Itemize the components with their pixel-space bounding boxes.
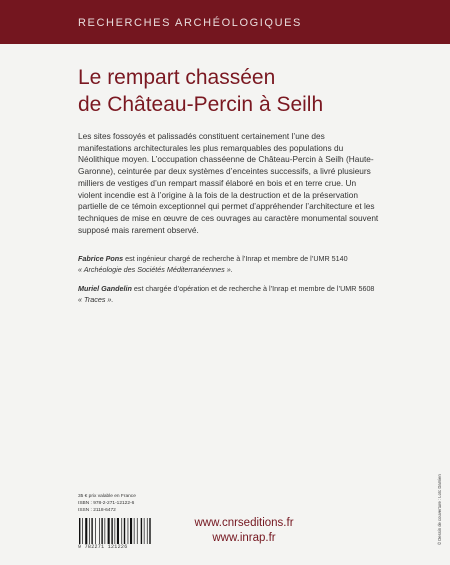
barcode-block <box>78 493 170 551</box>
barcode-bar <box>117 518 119 544</box>
web-links <box>178 516 310 546</box>
barcode-bar <box>111 518 112 544</box>
barcode-bar <box>95 518 96 544</box>
author-name: Fabrice Pons <box>78 254 124 263</box>
author-description: est chargée d’opération et de recherche à l’Inrap et membre de l’UMR 5608 <box>133 284 375 293</box>
barcode-bar <box>79 518 80 544</box>
barcode-bar <box>147 518 148 544</box>
barcode-bar <box>115 518 116 544</box>
barcode-bar <box>89 518 90 544</box>
barcode-bar <box>85 518 87 544</box>
barcode-bar <box>99 518 100 544</box>
barcode-bar <box>105 518 106 544</box>
author-note-gandelin <box>78 283 398 305</box>
barcode-bar <box>141 518 142 544</box>
author-description: est ingénieur chargé de recherche à l’Inrap et membre de l’UMR 5140 <box>125 254 348 263</box>
barcode-bar <box>144 518 145 544</box>
book-summary: Les sites fossoyés et palissadés constituent certainement l’une des manifestations architecturales les plus remarquables des populations du Néolithique moyen. L’occupation chasséenne de Château-Percin à Seilh (Haute- Garonne), ceinturée par deux systèmes d’enceintes successifs, a livré plusieurs milliers de vestiges d’un rempart massif élaboré en bois et en terre crue. Un violent incendie est à l’origine à la fois de la destruction et de la préservation partielle de ce témoin exceptionnel qui permet d’appréhender l’architecture et les techniques de mise en œuvre de ces ouvrages au caractère monumental souvent supposé mais rarement observé. <box>78 131 379 235</box>
isbn-text: ISBN : 978-2-271-12122-6 <box>78 501 135 507</box>
issn-text: ISSN : 2118-6472 <box>78 508 116 514</box>
barcode-bar <box>134 518 135 544</box>
barcode-bar <box>101 518 102 544</box>
author-note-pons <box>78 253 398 275</box>
barcode-bar <box>149 518 150 544</box>
inrap-link[interactable]: www.inrap.fr <box>212 532 276 544</box>
title-line-1: Le rempart chasséen <box>78 66 276 89</box>
header-band <box>0 0 450 44</box>
barcode-bar <box>91 518 92 544</box>
cover-credit: © Dessin de couverture : Loïc Damien <box>437 474 442 545</box>
barcode-bar <box>121 518 122 544</box>
barcode-image <box>78 518 162 544</box>
barcode-bar <box>130 518 132 544</box>
barcode-bar <box>137 518 138 544</box>
barcode-digits: 9 782271 121226 <box>78 543 128 550</box>
title-line-2: de Château-Percin à Seilh <box>78 93 324 116</box>
book-title <box>78 64 418 118</box>
author-name: Muriel Gandelin <box>78 284 132 293</box>
barcode-bar <box>108 518 110 544</box>
price-text: 35 € prix valable en France <box>78 494 136 499</box>
cnrs-editions-link[interactable]: www.cnrseditions.fr <box>194 517 294 529</box>
series-label: RECHERCHES ARCHÉOLOGIQUES <box>78 17 302 29</box>
barcode-bar <box>128 518 129 544</box>
author-lab: « Archéologie des Sociétés Méditerranéennes ». <box>78 265 233 274</box>
author-lab: « Traces ». <box>78 295 114 304</box>
barcode-bar <box>124 518 125 544</box>
barcode-bar <box>82 518 83 544</box>
